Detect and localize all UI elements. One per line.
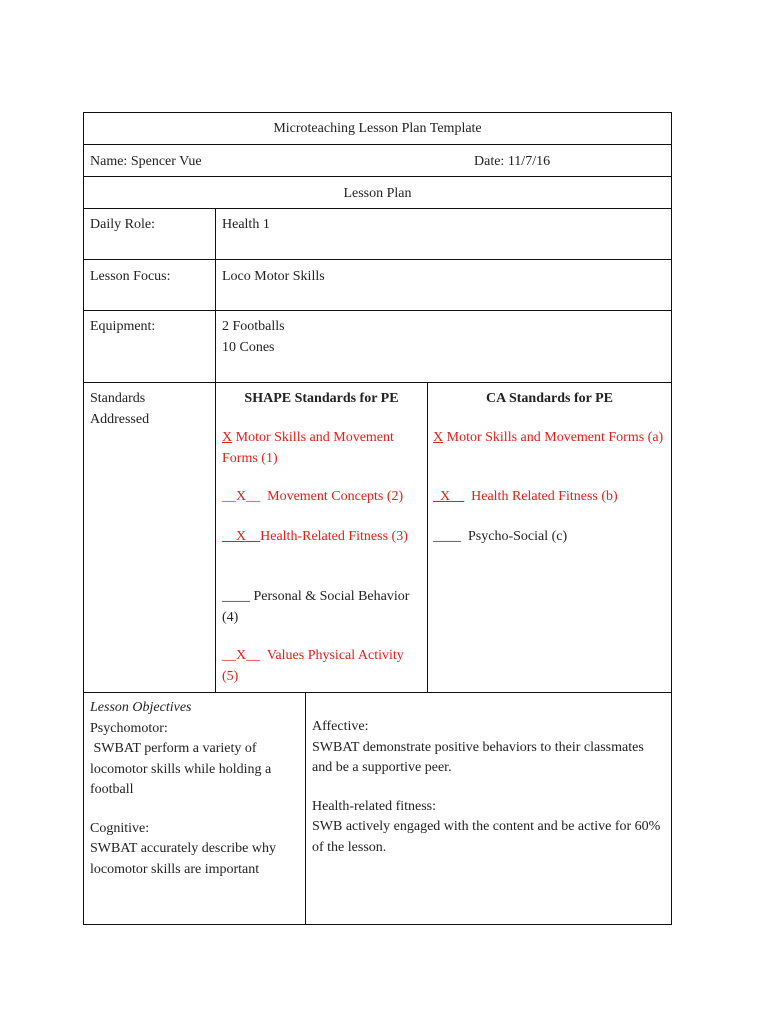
table-border-top xyxy=(83,112,672,113)
shape-standard-item xyxy=(222,487,422,508)
table-divider xyxy=(83,692,672,693)
cognitive-label: Cognitive: xyxy=(90,820,150,836)
lesson-focus-label: Lesson Focus: xyxy=(90,269,171,284)
document-title: Microteaching Lesson Plan Template xyxy=(273,121,482,136)
standards-column-divider xyxy=(427,382,428,693)
psychomotor-text: SWBAT perform a variety of locomotor skills while holding a football xyxy=(90,741,275,797)
ca-standard-mark: X xyxy=(433,430,444,445)
shape-standard-item xyxy=(222,428,422,469)
table-border-left xyxy=(83,112,84,925)
lesson-date: Date: 11/7/16 xyxy=(474,154,551,169)
daily-role-label: Daily Role: xyxy=(90,217,155,232)
psychomotor-label: Psychomotor: xyxy=(90,720,168,736)
shape-standard-text: Motor Skills and Movement Forms (1) xyxy=(222,430,394,466)
table-divider xyxy=(83,259,672,260)
table-border-right xyxy=(671,112,672,925)
table-divider xyxy=(83,144,672,145)
standards-label: Addressed xyxy=(90,412,150,427)
objectives-column-divider xyxy=(305,692,306,925)
shape-standard-text: Values Physical Activity (5) xyxy=(222,648,408,684)
ca-standard-text: Health Related Fitness (b) xyxy=(464,489,618,504)
fitness-label: Health-related fitness: xyxy=(312,798,437,814)
shape-standard-mark: __X__ xyxy=(222,529,261,544)
fitness-text: SWB actively engaged with the content and be active for 60% of the lesson. xyxy=(312,819,661,855)
standards-label: Standards xyxy=(90,391,146,406)
equipment-label: Equipment: xyxy=(90,319,156,334)
equipment-item: 10 Cones xyxy=(222,340,275,355)
ca-standard-item xyxy=(433,428,667,449)
spacer xyxy=(312,779,666,797)
daily-role-value: Health 1 xyxy=(222,217,270,232)
ca-standard-mark: _X__ xyxy=(433,489,465,504)
shape-standard-item xyxy=(222,587,412,628)
shape-standard-item xyxy=(222,646,422,687)
shape-standard-mark: X xyxy=(222,430,233,445)
shape-standards-heading: SHAPE Standards for PE xyxy=(244,391,399,406)
lesson-focus-value: Loco Motor Skills xyxy=(222,269,325,284)
equipment-item: 2 Footballs xyxy=(222,319,285,334)
table-divider xyxy=(83,382,672,383)
ca-standards-heading: CA Standards for PE xyxy=(486,391,613,406)
objectives-left-cell xyxy=(90,698,300,880)
shape-standard-text: Personal & Social Behavior (4) xyxy=(222,589,410,625)
shape-standard-item xyxy=(222,527,422,548)
table-border-bottom xyxy=(83,924,672,925)
label-column-divider xyxy=(215,208,216,693)
teacher-name: Name: Spencer Vue xyxy=(90,154,202,169)
table-divider xyxy=(83,208,672,209)
table-divider xyxy=(83,310,672,311)
shape-standard-text: Movement Concepts (2) xyxy=(260,489,404,504)
affective-text: SWBAT demonstrate positive behaviors to their classmates and be a supportive peer. xyxy=(312,739,644,775)
shape-standard-mark: __X__ xyxy=(222,489,261,504)
ca-standard-text: Psycho-Social (c) xyxy=(461,529,568,544)
shape-standard-mark: __X__ xyxy=(222,648,261,663)
ca-standard-item xyxy=(433,527,667,548)
ca-standard-mark: ____ xyxy=(433,529,461,544)
ca-standard-text: Motor Skills and Movement Forms (a) xyxy=(443,430,664,445)
objectives-right-cell xyxy=(312,717,666,858)
section-heading: Lesson Plan xyxy=(343,186,412,201)
spacer xyxy=(90,801,300,819)
ca-standard-item xyxy=(433,487,667,508)
shape-standard-mark: ____ xyxy=(222,589,250,604)
cognitive-text: SWBAT accurately describe why locomotor skills are important xyxy=(90,841,276,877)
shape-standard-text: Health-Related Fitness (3) xyxy=(260,529,408,544)
table-divider xyxy=(83,176,672,177)
affective-label: Affective: xyxy=(312,719,369,734)
lesson-objectives-heading: Lesson Objectives xyxy=(90,700,192,715)
